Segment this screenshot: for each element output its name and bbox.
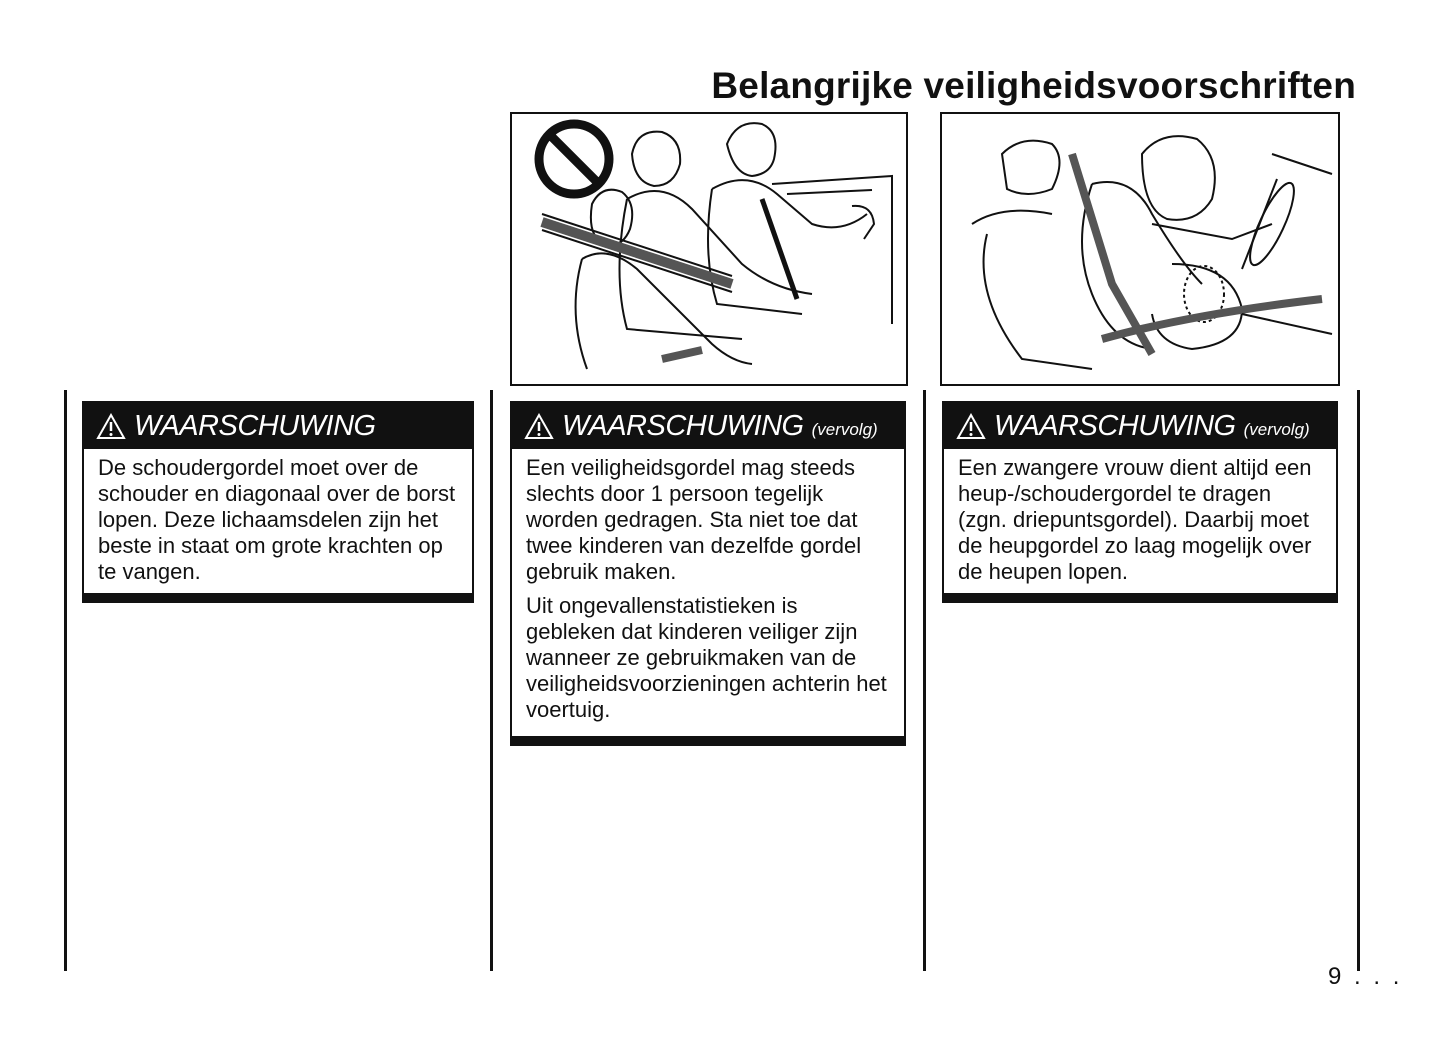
warning-title: WAARSCHUWING <box>994 409 1236 442</box>
column-rule-2 <box>490 390 493 971</box>
warning-header <box>84 403 472 449</box>
page-number: 9 . . . <box>1328 963 1403 990</box>
warning-title: WAARSCHUWING <box>562 409 804 442</box>
warning-subtitle: (vervolg) <box>811 420 878 439</box>
pregnant-driver-drawing <box>942 114 1338 384</box>
illustration-shared-seatbelt <box>510 112 908 386</box>
warning-text: Uit ongevallenstatistieken is gebleken dat kinderen veiliger zijn wanneer ze gebruikmaken van de veiligheidsvoorzieningen achterin het voertuig. <box>526 593 887 722</box>
prohibition-sign-icon <box>539 124 609 194</box>
warning-triangle-icon <box>96 413 126 440</box>
column-rule-3 <box>923 390 926 971</box>
column-rule-4 <box>1357 390 1360 971</box>
warning-text: Een zwangere vrouw dient altijd een heup-/schoudergordel te dragen (zgn. driepuntsgordel). Daarbij moet de heupgordel zo laag mogelijk over de heupen lopen. <box>958 455 1312 584</box>
column-rule-1 <box>64 390 67 971</box>
warning-triangle-icon <box>524 413 554 440</box>
warning-box-1 <box>82 401 474 603</box>
warning-text: De schoudergordel moet over de schouder en diagonaal over de borst lopen. Deze lichaamsdelen zijn het beste in staat om grote krachten op te vangen. <box>98 455 456 584</box>
warning-header <box>512 403 904 449</box>
warning-triangle-icon <box>956 413 986 440</box>
illustration-pregnant-driver <box>940 112 1340 386</box>
warning-title: WAARSCHUWING <box>134 409 376 442</box>
shared-seatbelt-drawing <box>512 114 906 384</box>
warning-text: Een veiligheidsgordel mag steeds slechts door 1 persoon tegelijk worden gedragen. Sta niet toe dat twee kinderen van dezelfde gordel gebruik maken. <box>526 455 862 584</box>
warning-header <box>944 403 1336 449</box>
warning-box-2 <box>510 401 906 746</box>
warning-box-3 <box>942 401 1338 603</box>
page-title: Belangrijke veiligheidsvoorschriften <box>711 64 1356 106</box>
warning-subtitle: (vervolg) <box>1243 420 1310 439</box>
